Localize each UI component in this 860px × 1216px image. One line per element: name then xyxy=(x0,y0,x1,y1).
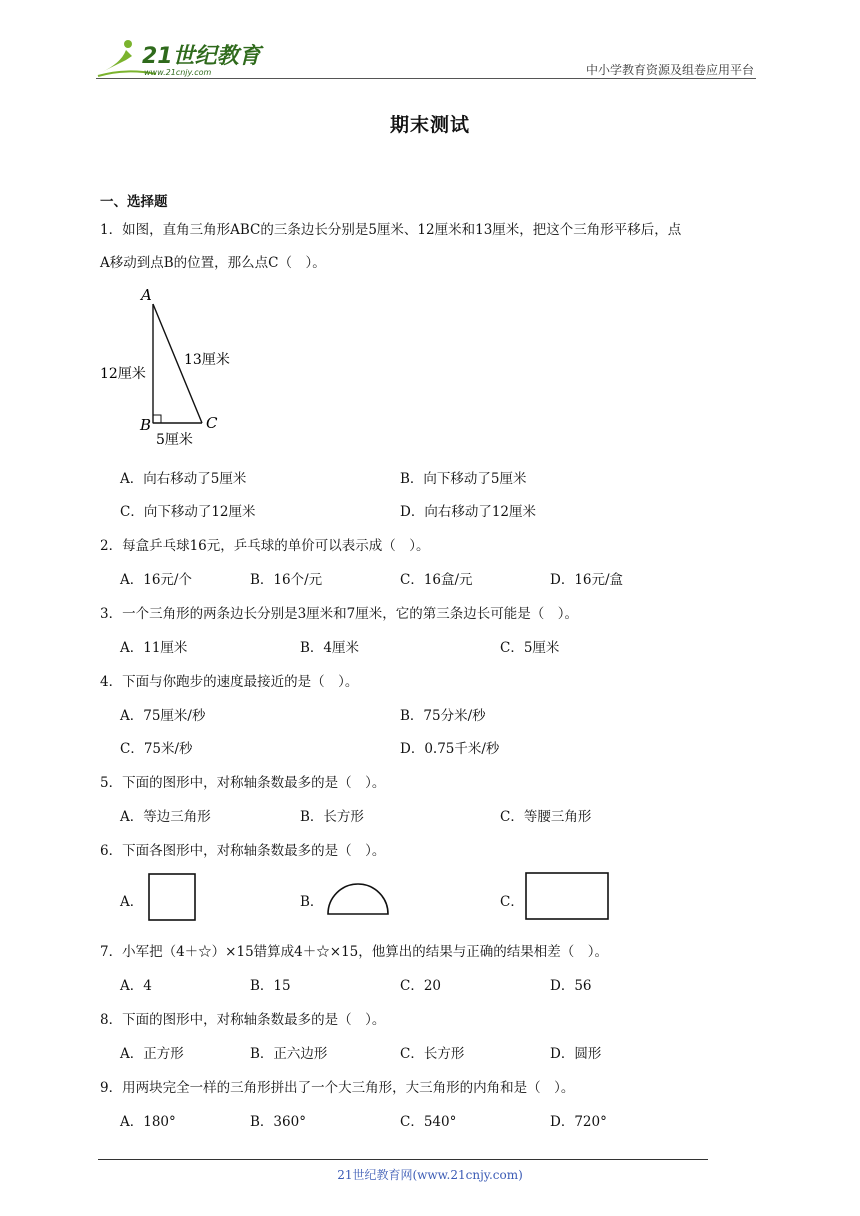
question-1-line-2: A移动到点B的位置，那么点C（ ）。 xyxy=(100,255,326,271)
logo-text: 21世纪教育 xyxy=(142,44,261,69)
question-9-option-c[interactable]: C．540° xyxy=(400,1114,457,1130)
question-4-option-b[interactable]: B．75分米/秒 xyxy=(400,708,486,724)
question-8-option-c[interactable]: C．长方形 xyxy=(400,1046,465,1062)
question-6-option-c[interactable]: C． xyxy=(500,894,524,910)
question-1-option-a[interactable]: A．向右移动了5厘米 xyxy=(120,471,247,487)
question-1-option-d[interactable]: D．向右移动了12厘米 xyxy=(400,504,537,520)
question-7-option-a[interactable]: A．4 xyxy=(120,978,152,994)
section-heading: 一、选择题 xyxy=(100,194,168,210)
vertex-a-label: A xyxy=(141,286,152,304)
question-4-option-a[interactable]: A．75厘米/秒 xyxy=(120,708,206,724)
question-8-option-d[interactable]: D．圆形 xyxy=(550,1046,602,1062)
side-bc-label: 5厘米 xyxy=(156,432,193,448)
question-1-option-c[interactable]: C．向下移动了12厘米 xyxy=(120,504,256,520)
question-9-stem: 9．用两块完全一样的三角形拼出了一个大三角形，大三角形的内角和是（ ）。 xyxy=(100,1080,575,1096)
question-9-option-b[interactable]: B．360° xyxy=(250,1114,306,1130)
question-9-option-a[interactable]: A．180° xyxy=(120,1114,176,1130)
question-7-option-c[interactable]: C．20 xyxy=(400,978,442,994)
question-3-option-a[interactable]: A．11厘米 xyxy=(120,640,188,656)
semicircle-shape-icon xyxy=(326,876,392,918)
rectangle-shape-icon xyxy=(524,871,610,923)
question-8-option-a[interactable]: A．正方形 xyxy=(120,1046,184,1062)
question-5-option-b[interactable]: B．长方形 xyxy=(300,809,364,825)
vertex-c-label: C xyxy=(206,414,218,432)
vertex-b-label: B xyxy=(140,416,152,434)
question-4-option-d[interactable]: D．0.75千米/秒 xyxy=(400,741,500,757)
runner-logo-icon xyxy=(102,50,132,72)
question-8-option-b[interactable]: B．正六边形 xyxy=(250,1046,328,1062)
footer-link[interactable]: 21世纪教育网(www.21cnjy.com) xyxy=(337,1168,523,1182)
question-7-option-d[interactable]: D．56 xyxy=(550,978,592,994)
question-3-option-c[interactable]: C．5厘米 xyxy=(500,640,560,656)
question-1-option-b[interactable]: B．向下移动了5厘米 xyxy=(400,471,527,487)
question-2-option-d[interactable]: D．16元/盒 xyxy=(550,572,624,588)
question-1-line-1: 1．如图，直角三角形ABC的三条边长分别是5厘米、12厘米和13厘米，把这个三角形平移后，点 xyxy=(100,222,682,238)
site-logo xyxy=(96,36,266,78)
question-5-stem: 5．下面的图形中，对称轴条数最多的是（ ）。 xyxy=(100,775,386,791)
square-shape-icon xyxy=(148,872,198,922)
question-4-stem: 4．下面与你跑步的速度最接近的是（ ）。 xyxy=(100,674,359,690)
question-2-option-c[interactable]: C．16盒/元 xyxy=(400,572,473,588)
question-7-stem: 7．小军把（4＋☆）×15错算成4＋☆×15，他算出的结果与正确的结果相差（ ）。 xyxy=(100,944,608,960)
question-6-option-b[interactable]: B． xyxy=(300,894,324,910)
header-divider xyxy=(96,78,756,79)
side-ac-label: 13厘米 xyxy=(184,352,230,368)
question-4-option-c[interactable]: C．75米/秒 xyxy=(120,741,193,757)
question-2-option-a[interactable]: A．16元/个 xyxy=(120,572,192,588)
question-2-option-b[interactable]: B．16个/元 xyxy=(250,572,323,588)
logo-url: www.21cnjy.com xyxy=(144,68,212,77)
question-3-option-b[interactable]: B．4厘米 xyxy=(300,640,360,656)
question-3-stem: 3．一个三角形的两条边长分别是3厘米和7厘米，它的第三条边长可能是（ ）。 xyxy=(100,606,579,622)
question-5-option-a[interactable]: A．等边三角形 xyxy=(120,809,211,825)
question-2-stem: 2．每盒乒乓球16元，乒乓球的单价可以表示成（ ）。 xyxy=(100,538,430,554)
question-7-option-b[interactable]: B．15 xyxy=(250,978,291,994)
page-title: 期末测试 xyxy=(389,114,470,136)
question-5-option-c[interactable]: C．等腰三角形 xyxy=(500,809,592,825)
question-8-stem: 8．下面的图形中，对称轴条数最多的是（ ）。 xyxy=(100,1012,386,1028)
question-6-stem: 6．下面各图形中，对称轴条数最多的是（ ）。 xyxy=(100,843,386,859)
footer-divider xyxy=(98,1159,708,1160)
question-6-option-a[interactable]: A． xyxy=(120,894,144,910)
side-ab-label: 12厘米 xyxy=(100,366,146,382)
question-9-option-d[interactable]: D．720° xyxy=(550,1114,607,1130)
right-triangle-figure xyxy=(96,282,246,452)
platform-name: 中小学教育资源及组卷应用平台 xyxy=(585,63,754,77)
